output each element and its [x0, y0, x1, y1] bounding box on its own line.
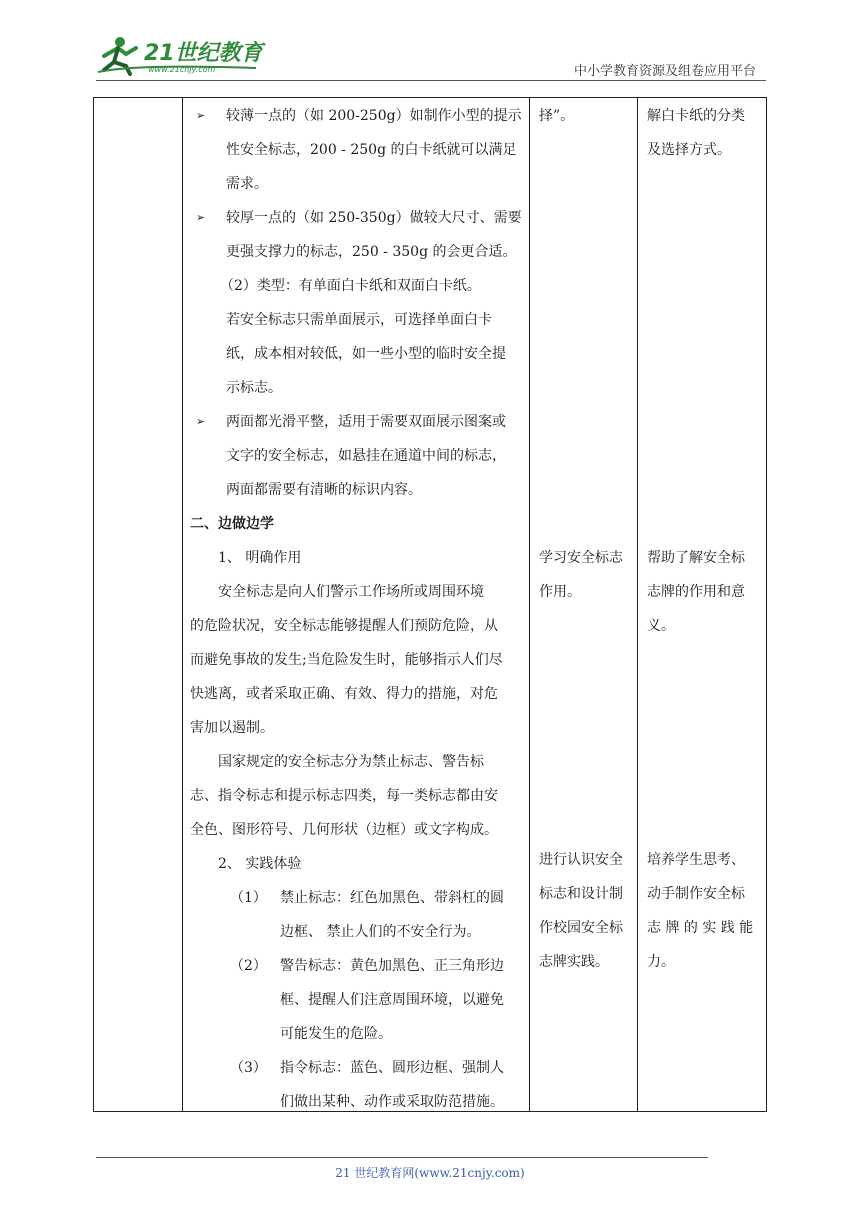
svg-text:21世纪教育: 21世纪教育	[144, 41, 263, 66]
type-line: （2）类型：有单面白卡纸和双面白卡纸。	[220, 278, 481, 294]
column-divider	[182, 98, 183, 1111]
student-activity-cell: 择”。	[539, 108, 575, 124]
arrow-bullet-icon: ➢	[196, 415, 206, 428]
column-divider	[529, 98, 530, 1111]
numbered-item: （3） 指令标志：蓝色、圆形边框、强制人 们做出某种、动作或采取防范措施。	[230, 1060, 504, 1110]
svg-text:www.21cnjy.com: www.21cnjy.com	[148, 65, 216, 74]
student-activity-cell: 学习安全标志 作用。	[539, 550, 623, 600]
arrow-bullet-icon: ➢	[196, 211, 206, 224]
item-title: 1、 明确作用	[218, 550, 302, 566]
single-side-paragraph: 若安全标志只需单面展示，可选择单面白卡 纸，成本相对较低，如一些小型的临时安全提 示标志。	[226, 312, 506, 396]
platform-title: 中小学教育资源及组卷应用平台	[573, 64, 756, 79]
item-title: 2、 实践体验	[218, 856, 302, 872]
teaching-content-cell	[190, 99, 523, 1119]
purpose-paragraph: 安全标志是向人们警示工作场所或周围环境 的危险状况，安全标志能够提醒人们预防危险，从 而避免事故的发生;当危险发生时，能够指示人们尽 快逃离，或者采取正确、有效、得力的措施，对危 害加以遏制。	[190, 584, 503, 736]
footer-link[interactable]: 21 世纪教育网(www.21cnjy.com)	[335, 1166, 525, 1180]
design-purpose-cell: 培养学生思考、 动手制作安全标 志 牌 的 实 践 能 力。	[647, 852, 754, 970]
bullet-item: ➢ 两面都光滑平整，适用于需要双面展示图案或 文字的安全标志，如悬挂在通道中间的标志， 两面都需要有清晰的标识内容。	[190, 405, 523, 507]
numbered-item: （2） 警告标志：黄色加黑色、正三角形边 框、提醒人们注意周围环境，以避免 可能发生的危险。	[230, 958, 504, 1042]
arrow-bullet-icon: ➢	[196, 109, 206, 122]
numbered-item: （1） 禁止标志：红色加黑色、带斜杠的圆 边框、 禁止人们的不安全行为。	[230, 890, 504, 940]
runner-logo-icon	[96, 34, 266, 76]
section-heading: 二、边做边学	[190, 516, 274, 532]
classification-paragraph: 国家规定的安全标志分为禁止标志、警告标 志、指令标志和提示标志四类，每一类标志都由安 全色、图形符号、几何形状（边框）或文字构成。	[190, 754, 498, 838]
design-purpose-cell: 帮助了解安全标 志牌的作用和意 义。	[647, 550, 745, 634]
header-divider	[96, 80, 766, 81]
column-divider	[637, 98, 638, 1111]
lesson-table	[93, 97, 767, 1112]
bullet-item: ➢ 较厚一点的（如 250-350g）做较大尺寸、需要 更强支撑力的标志，250 - 350g 的会更合适。	[190, 201, 523, 269]
site-logo	[96, 34, 266, 76]
design-purpose-cell: 解白卡纸的分类 及选择方式。	[647, 108, 745, 158]
bullet-item: ➢ 较薄一点的（如 200-250g）如制作小型的提示 性安全标志，200 - 250g 的白卡纸就可以满足 需求。	[190, 99, 523, 201]
footer-divider	[96, 1157, 708, 1158]
student-activity-cell: 进行认识安全 标志和设计制 作校园安全标 志牌实践。	[539, 852, 623, 970]
